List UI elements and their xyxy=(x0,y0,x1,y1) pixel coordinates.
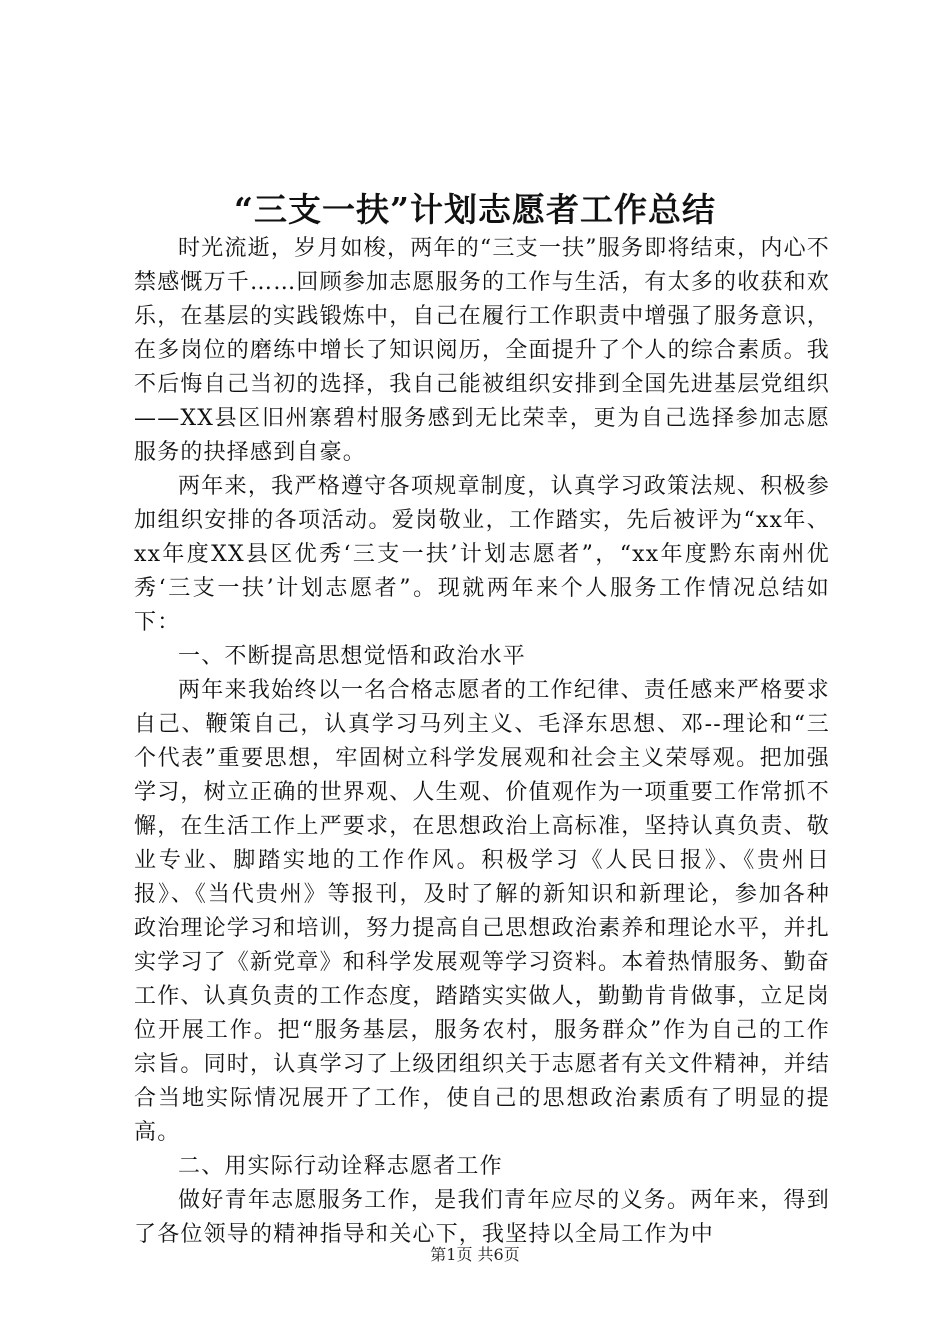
paragraph-intro: 时光流逝，岁月如梭，两年的“三支一扶”服务即将结束，内心不禁感慨万千……回顾参加志愿服务的工作与生活，有太多的收获和欢乐，在基层的实践锻炼中，自己在履行工作职责中增强了服务意识，在多岗位的磨练中增长了知识阅历，全面提升了个人的综合素质。我不后悔自己当初的选择，我自己能被组织安排到全国先进基层党组织——XX县区旧州寨碧村服务感到无比荣幸，更为自己选择参加志愿服务的抉择感到自豪。 xyxy=(134,236,831,465)
paragraph-overview: 两年来，我严格遵守各项规章制度，认真学习政策法规、积极参加组织安排的各项活动。爱岗敬业，工作踏实，先后被评为“xx年、xx年度XX县区优秀‘三支一扶’计划志愿者”，“xx年度黔东南州优秀‘三支一扶’计划志愿者”。现就两年来个人服务工作情况总结如下： xyxy=(134,474,830,635)
document-body xyxy=(134,232,830,1252)
paragraph-section-1: 两年来我始终以一名合格志愿者的工作纪律、责任感来严格要求自己、鞭策自己，认真学习马列主义、毛泽东思想、邓--理论和“三个代表”重要思想，牢固树立科学发展观和社会主义荣辱观。把加强学习，树立正确的世界观、人生观、价值观作为一项重要工作常抓不懈，在生活工作上严要求，在思想政治上高标准，坚持认真负责、敬业专业、脚踏实地的工作作风。积极学习《人民日报》、《贵州日报》、《当代贵州》等报刊，及时了解的新知识和新理论，参加各种政治理论学习和培训，努力提高自己思想政治素养和理论水平，并扎实学习了《新党章》和科学发展观等学习资料。本着热情服务、勤奋工作、认真负责的工作态度，踏踏实实做人，勤勤肯肯做事，立足岗位开展工作。把“服务基层，服务农村，服务群众”作为自己的工作宗旨。同时，认真学习了上级团组织关于志愿者有关文件精神，并结合当地实际情况展开了工作，使自己的思想政治素质有了明显的提高。 xyxy=(134,678,831,1145)
section-heading-2: 二、用实际行动诠释志愿者工作 xyxy=(178,1154,503,1179)
paragraph-section-2: 做好青年志愿服务工作，是我们青年应尽的义务。两年来，得到了各位领导的精神指导和关心下，我坚持以全局工作为中 xyxy=(134,1188,830,1247)
page-number-footer: 第1页 共6页 xyxy=(430,1245,520,1264)
document-title: “三支一扶”计划志愿者工作总结 xyxy=(234,190,716,229)
section-heading-1: 一、不断提高思想觉悟和政治水平 xyxy=(178,644,527,669)
